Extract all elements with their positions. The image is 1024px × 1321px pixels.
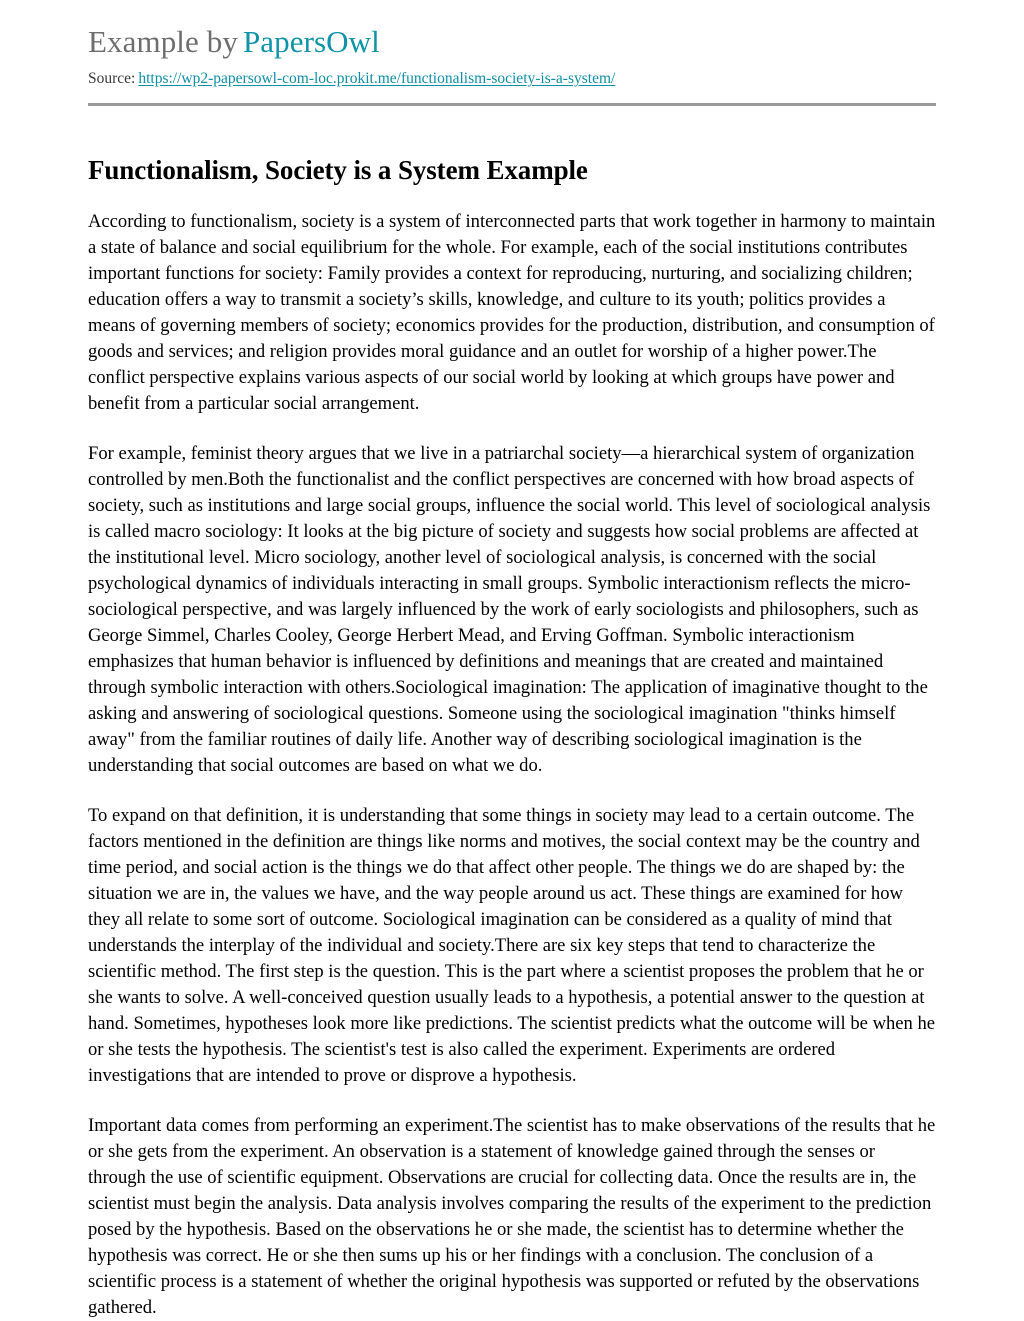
brand-name-text: PapersOwl: [242, 24, 380, 59]
brand-heading: [88, 22, 936, 62]
article-paragraph: According to functionalism, society is a system of interconnected parts that work together in harmony to maintain a state of balance and social equilibrium for the whole. For example, each of the social institutions contributes important functions for society: Family provides a context for reproducing, nurturing, and socializing children; education offers a way to transmit a society’s skills, knowledge, and culture to its youth; politics provides a means of governing members of society; economics provides for the production, distribution, and consumption of goods and services; and religion provides moral guidance and an outlet for worship of a higher power.The conflict perspective explains various aspects of our social world by looking at which groups have power and benefit from a particular social arrangement.: [88, 211, 936, 414]
source-url-link[interactable]: https://wp2-papersowl-com-loc.prokit.me/functionalism-society-is-a-system/: [138, 70, 616, 87]
brand-prefix-text: Example by: [88, 24, 238, 59]
document-header: [0, 0, 1024, 89]
article-paragraph: Important data comes from performing an experiment.The scientist has to make observations of the results that he or she gets from the experiment. An observation is a statement of knowledge gained through the senses or through the use of scientific equipment. Observations are crucial for collecting data. Once the results are in, the scientist must begin the analysis. Data analysis involves comparing the results of the experiment to the prediction posed by the hypothesis. Based on the observations he or she made, the scientist has to determine whether the hypothesis was correct. He or she then sums up his or her findings with a conclusion. The conclusion of a scientific process is a statement of whether the original hypothesis was supported or refuted by the observations gathered.: [88, 1115, 936, 1318]
source-line: [88, 69, 936, 89]
article-paragraph: For example, feminist theory argues that we live in a patriarchal society—a hierarchical system of organization controlled by men.Both the functionalist and the conflict perspectives are concerned with how broad aspects of society, such as institutions and large social groups, influence the social world. This level of sociological analysis is called macro sociology: It looks at the big picture of society and suggests how social problems are affected at the institutional level. Micro sociology, another level of sociological analysis, is concerned with the social psychological dynamics of individuals interacting in small groups. Symbolic interactionism reflects the micro-sociological perspective, and was largely influenced by the work of early sociologists and philosophers, such as George Simmel, Charles Cooley, George Herbert Mead, and Erving Goffman. Symbolic interactionism emphasizes that human behavior is influenced by definitions and meanings that are created and maintained through symbolic interaction with others.Sociological imagination: The application of imaginative thought to the asking and answering of sociological questions. Someone using the sociological imagination "thinks himself away" from the familiar routines of daily life. Another way of describing sociological imagination is the understanding that social outcomes are based on what we do.: [88, 443, 931, 776]
article-body: [0, 154, 1024, 1321]
article-paragraph: To expand on that definition, it is understanding that some things in society may lead to a certain outcome. The factors mentioned in the definition are things like norms and motives, the social context may be the country and time period, and social action is the things we do that affect other people. The things we do are shaped by: the situation we are in, the values we have, and the way people around us act. These things are examined for how they all relate to some sort of outcome. Sociological imagination can be considered as a quality of mind that understands the interplay of the individual and society.There are six key steps that tend to characterize the scientific method. The first step is the question. This is the part where a scientist proposes the problem that he or she wants to solve. A well-conceived question usually leads to a hypothesis, a potential answer to the question at hand. Sometimes, hypotheses look more like predictions. The scientist predicts what the outcome will be when he or she tests the hypothesis. The scientist's test is also called the experiment. Experiments are ordered investigations that are intended to prove or disprove a hypothesis.: [88, 805, 936, 1086]
source-label: Source:: [88, 70, 136, 87]
header-divider: [88, 103, 936, 106]
page-title: Functionalism, Society is a System Example: [88, 155, 588, 185]
